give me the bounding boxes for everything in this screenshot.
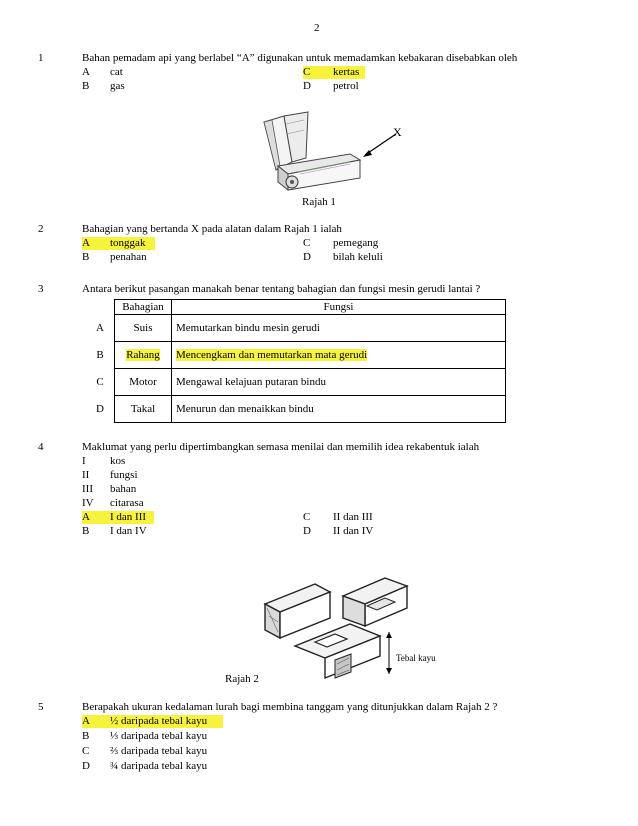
option-letter: D: [96, 403, 104, 415]
option-letter: D: [303, 80, 311, 92]
option-letter: C: [303, 511, 311, 523]
option-letter: C: [96, 376, 104, 388]
question-text: Maklumat yang perlu dipertimbangkan semasa menilai dan memilih idea rekabentuk ialah: [82, 441, 480, 453]
option-letter: C: [303, 237, 311, 249]
table-cell-part: Takal: [115, 396, 172, 423]
option-text: ⅓ daripada tebal kayu: [110, 730, 208, 742]
figure-2-joint-illustration: [255, 576, 420, 686]
option-text: II dan III: [333, 511, 373, 523]
table-cell-function: Mengawal kelajuan putaran bindu: [172, 369, 506, 396]
option-text: II dan IV: [333, 525, 374, 537]
option-letter: D: [303, 525, 311, 537]
question-number: 3: [38, 283, 44, 295]
item-numeral: I: [82, 455, 86, 467]
question-text: Bahan pemadam api yang berlabel “A” digunakan untuk memadamkan kebakaran disebabkan oleh: [82, 52, 518, 64]
question-number: 2: [38, 223, 44, 235]
table-row: [86, 315, 506, 342]
option-text: I dan IV: [110, 525, 147, 537]
option-letter: A: [82, 715, 90, 727]
item-text: kos: [110, 455, 126, 467]
answer-highlight: [82, 511, 154, 524]
option-letter: A: [82, 237, 90, 249]
option-text: ¾ daripada tebal kayu: [110, 760, 208, 772]
option-letter: B: [82, 80, 90, 92]
table-cell-part: Motor: [115, 369, 172, 396]
option-text: pemegang: [333, 237, 379, 249]
option-letter: B: [82, 730, 90, 742]
table-cell-part: Suis: [115, 315, 172, 342]
question-number: 4: [38, 441, 44, 453]
option-letter: A: [82, 511, 90, 523]
option-letter: D: [82, 760, 90, 772]
figure-1-tool-illustration: [250, 110, 430, 195]
table-header-cell: Fungsi: [172, 300, 506, 315]
answer-highlight: [82, 237, 155, 250]
table-row: [86, 342, 506, 369]
option-text: kertas: [333, 66, 360, 78]
option-text: tonggak: [110, 237, 146, 249]
option-text: penahan: [110, 251, 147, 263]
option-text: I dan III: [110, 511, 147, 523]
option-text: ⅔ daripada tebal kayu: [110, 745, 208, 757]
option-letter: B: [82, 525, 90, 537]
parts-functions-table: [86, 299, 506, 423]
option-letter: A: [82, 66, 90, 78]
figure-2-caption: Rajah 2: [225, 673, 259, 685]
item-numeral: III: [82, 483, 93, 495]
table-cell-function: Memutarkan bindu mesin gerudi: [172, 315, 506, 342]
option-text: gas: [110, 80, 125, 92]
question-text: Bahagian yang bertanda X pada alatan dalam Rajah 1 ialah: [82, 223, 342, 235]
table-row: [86, 396, 506, 423]
answer-highlight: [82, 715, 223, 728]
figure-1-caption: Rajah 1: [302, 196, 336, 208]
option-text: ½ daripada tebal kayu: [110, 715, 208, 727]
figure-1-marker: X: [393, 125, 402, 139]
option-letter: C: [303, 66, 311, 78]
table-header-cell: Bahagian: [115, 300, 172, 315]
option-text: cat: [110, 66, 123, 78]
question-number: 5: [38, 701, 44, 713]
option-text: petrol: [333, 80, 359, 92]
option-letter: B: [82, 251, 90, 263]
table-cell-function: Mencengkam dan memutarkan mata gerudi: [176, 349, 368, 361]
page-number: 2: [314, 22, 320, 34]
figure-2-label: Tebal kayu: [396, 653, 436, 663]
answer-highlight: [303, 66, 365, 79]
table-cell-part: Rahang: [126, 349, 160, 361]
option-text: bilah keluli: [333, 251, 383, 263]
item-numeral: II: [82, 469, 90, 481]
question-number: 1: [38, 52, 44, 64]
item-text: bahan: [110, 483, 137, 495]
option-letter: B: [96, 349, 104, 361]
item-text: citarasa: [110, 497, 144, 509]
item-numeral: IV: [82, 497, 94, 509]
table-row: [86, 369, 506, 396]
question-text: Berapakah ukuran kedalaman lurah bagi membina tanggam yang ditunjukkan dalam Rajah 2 ?: [82, 701, 498, 713]
option-letter: A: [96, 322, 104, 334]
table-cell-function: Menurun dan menaikkan bindu: [172, 396, 506, 423]
item-text: fungsi: [110, 469, 138, 481]
question-text: Antara berikut pasangan manakah benar tentang bahagian dan fungsi mesin gerudi lantai ?: [82, 283, 481, 295]
option-letter: D: [303, 251, 311, 263]
option-letter: C: [82, 745, 90, 757]
table-header-row: [86, 300, 506, 315]
